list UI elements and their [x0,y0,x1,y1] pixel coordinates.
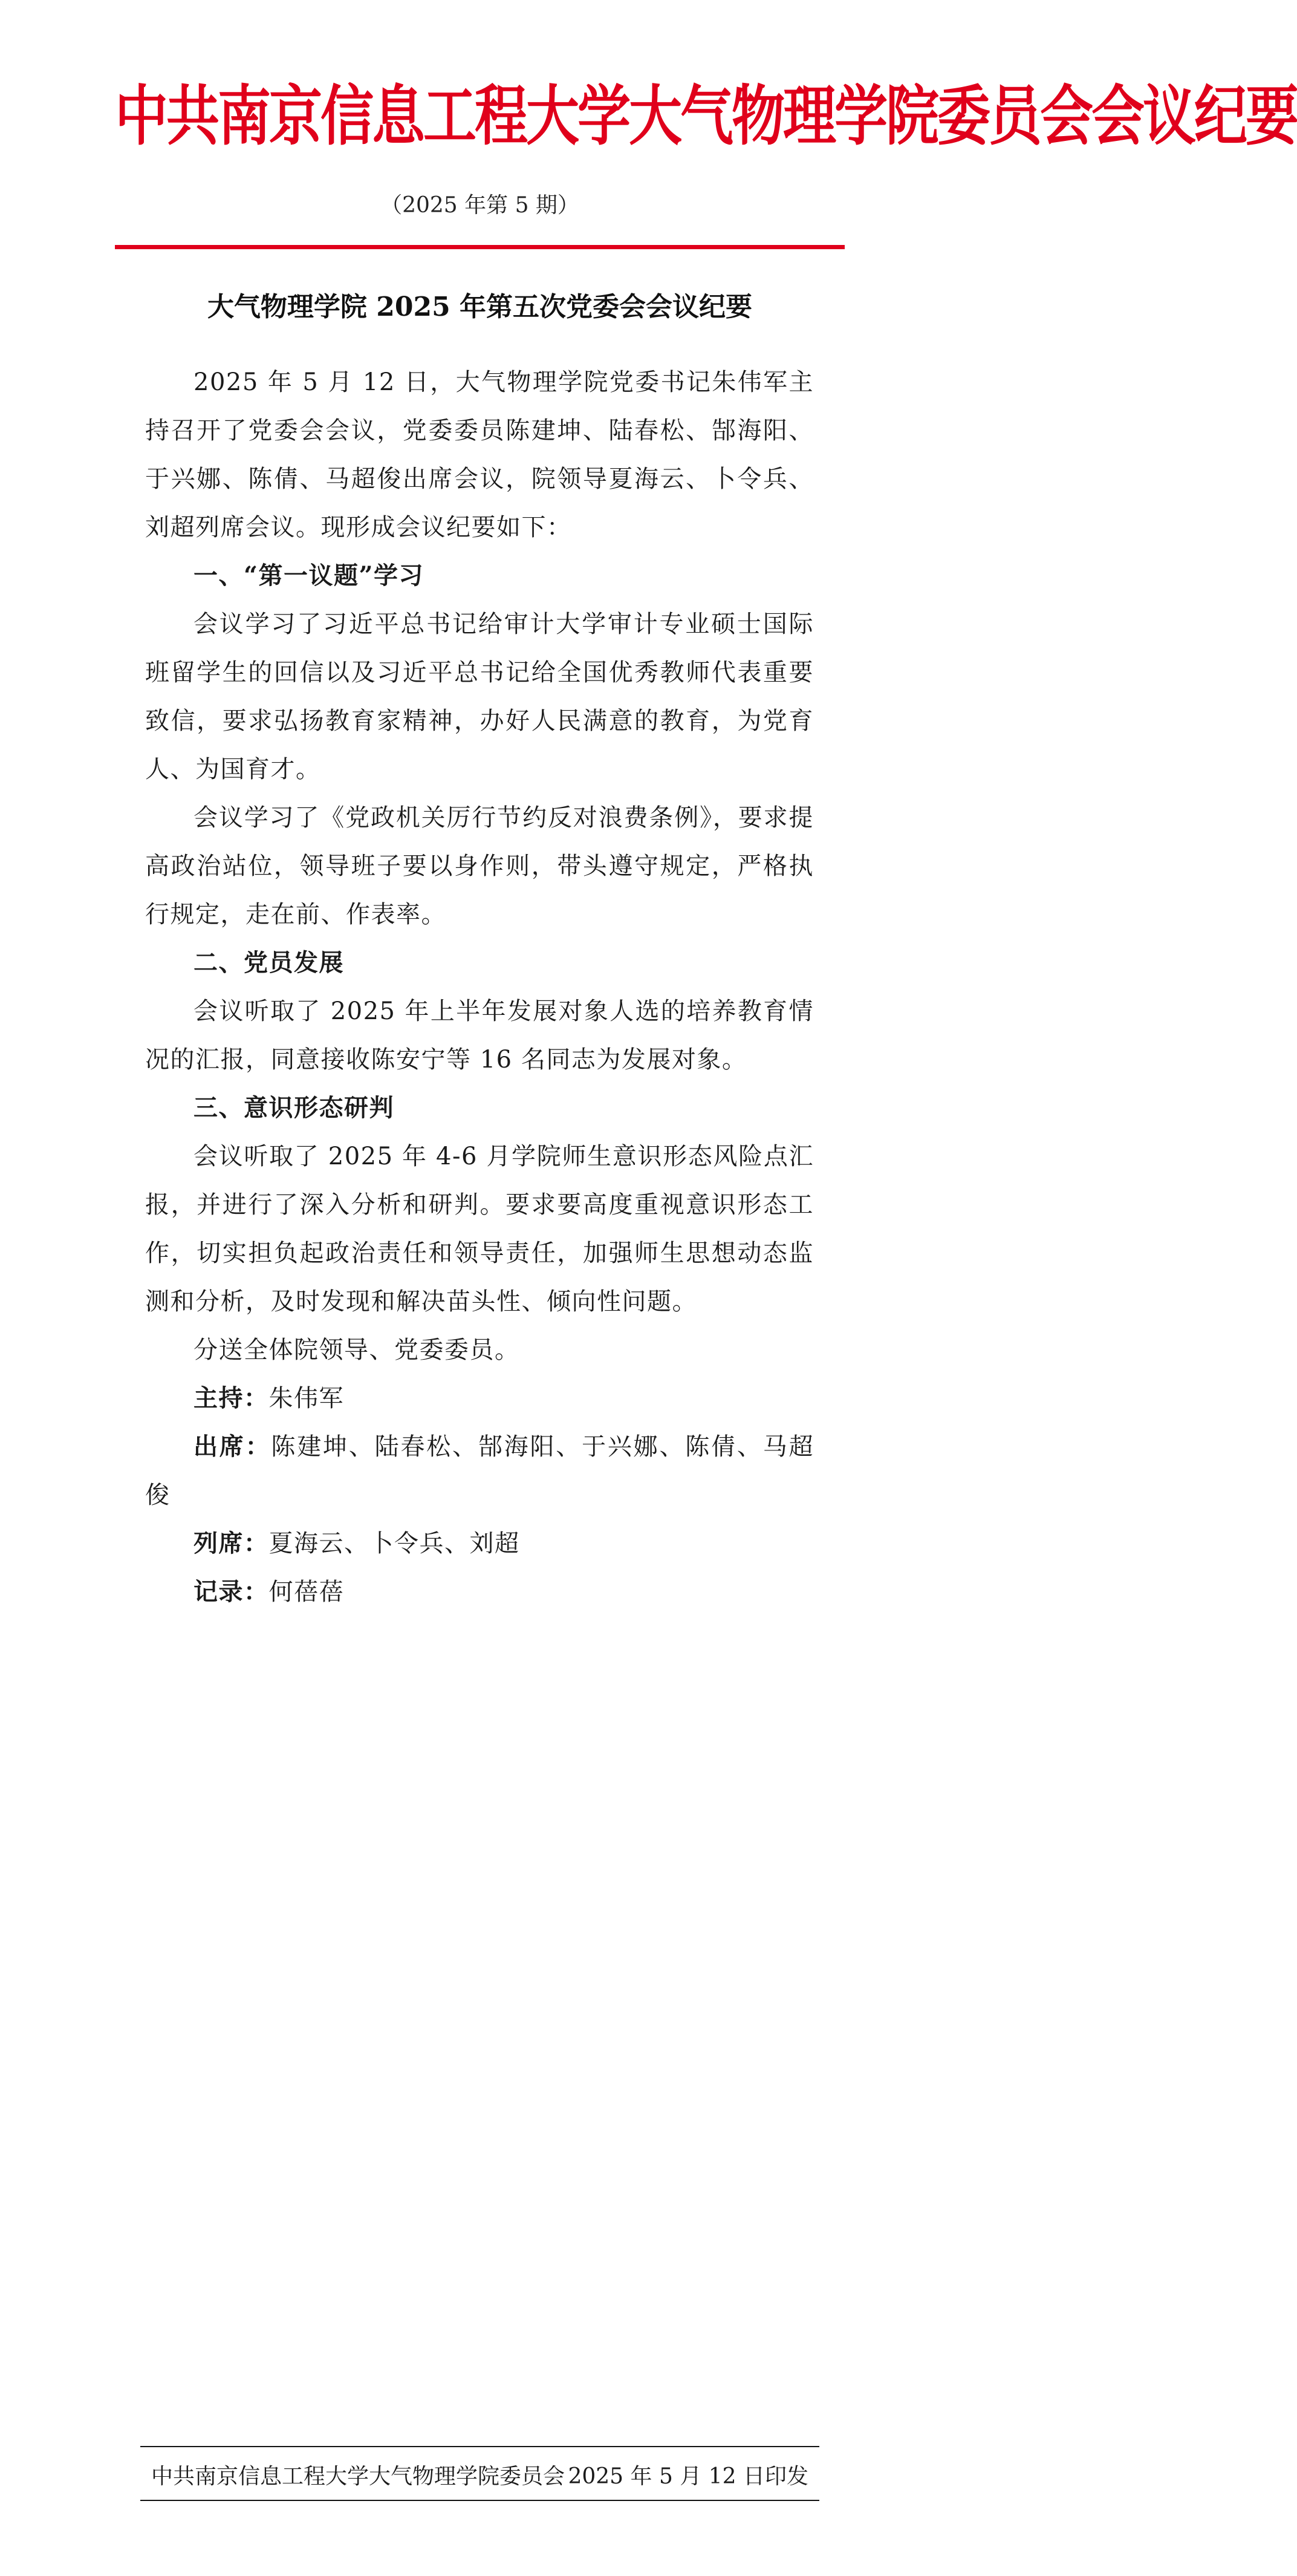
attend-value: 陈建坤、陆春松、郜海阳、于兴娜、陈倩、马超俊 [145,1433,814,1509]
issue-number: （2025 年第 5 期） [380,193,579,218]
first-topic-paragraph-1: 会议学习了习近平总书记给审计大学审计专业硕士国际班留学生的回信以及习近平总书记给全国优秀教师代表重要致信，要求弘扬教育家精神，办好人民满意的教育，为党育人、为国育才。 [145,610,814,783]
section-heading-ideology: 三、意识形态研判 [193,1094,394,1122]
footer [140,2453,819,2496]
record-label: 记录： [193,1578,269,1606]
host-line [145,1374,814,1423]
distribution-paragraph: 分送全体院领导、党委委员。 [193,1336,520,1364]
intro-paragraph: 2025 年 5 月 12 日，大气物理学院党委书记朱伟军主持召开了党委会会议，党委委员陈建坤、陆春松、郜海阳、于兴娜、陈倩、马超俊出席会议，院领导夏海云、卜令兵、刘超列席会议。现形成会议纪要如下： [145,368,814,541]
record-value: 何蓓蓓 [268,1578,344,1606]
footer-bottom-rule [140,2500,819,2501]
attend-label: 出席： [193,1433,271,1461]
observe-value: 夏海云、卜令兵、刘超 [268,1530,520,1557]
observe-label: 列席： [193,1530,269,1557]
attend-line [145,1423,814,1519]
observe-line [145,1519,814,1568]
first-topic-paragraph-2: 会议学习了《党政机关厉行节约反对浪费条例》，要求提高政治站位，领导班子要以身作则，带头遵守规定，严格执行规定，走在前、作表率。 [145,804,814,928]
masthead-title: 中共南京信息工程大学大气物理学院委员会会议纪要 [115,77,1297,154]
document-body [145,358,814,1616]
section-heading-first-topic: 一、“第一议题”学习 [193,561,424,590]
host-value: 朱伟军 [268,1384,344,1412]
footer-date: 2025 年 5 月 12 日印发 [568,2464,808,2489]
document-title: 大气物理学院 2025 年第五次党委会会议纪要 [207,292,753,322]
section-heading-party-development: 二、党员发展 [193,948,344,977]
record-line [145,1568,814,1616]
host-label: 主持： [193,1384,269,1412]
party-development-paragraph: 会议听取了 2025 年上半年发展对象人选的培养教育情况的汇报，同意接收陈安宁等 16 名同志为发展对象。 [145,997,814,1074]
footer-top-rule [140,2446,819,2447]
red-divider-line [115,245,845,249]
ideology-paragraph: 会议听取了 2025 年 4-6 月学院师生意识形态风险点汇报，并进行了深入分析和研判。要求要高度重视意识形态工作，切实担负起政治责任和领导责任，加强师生思想动态监测和分析，及时发现和解决苗头性、倾向性问题。 [145,1143,814,1316]
footer-issuer: 中共南京信息工程大学大气物理学院委员会 [151,2464,565,2489]
